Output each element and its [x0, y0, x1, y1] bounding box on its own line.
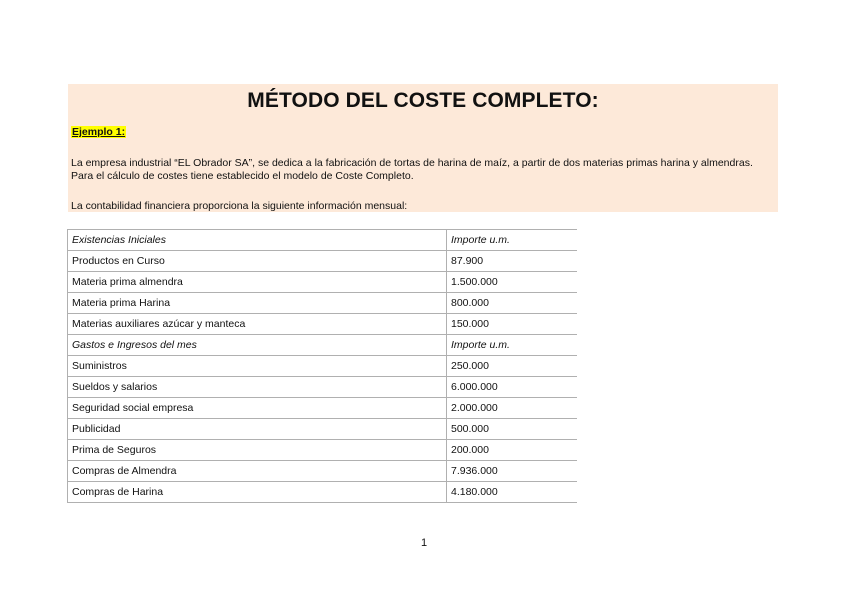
row-label: Seguridad social empresa — [68, 398, 447, 419]
row-label: Compras de Harina — [68, 482, 447, 503]
table-row — [68, 419, 578, 440]
row-label: Sueldos y salarios — [68, 377, 447, 398]
page-title: MÉTODO DEL COSTE COMPLETO: — [247, 89, 599, 112]
row-value: 800.000 — [447, 293, 578, 314]
row-value: 250.000 — [447, 356, 578, 377]
page-number: 1 — [420, 537, 428, 549]
row-label: Productos en Curso — [68, 251, 447, 272]
row-value: 2.000.000 — [447, 398, 578, 419]
table-row — [68, 356, 578, 377]
example-label: Ejemplo 1: — [72, 126, 126, 138]
table-row — [68, 482, 578, 503]
section-header-label: Gastos e Ingresos del mes — [68, 335, 447, 356]
row-value: 4.180.000 — [447, 482, 578, 503]
financial-data-table — [67, 229, 577, 503]
section-header-value: Importe u.m. — [447, 230, 578, 251]
table-row — [68, 440, 578, 461]
table-row — [68, 251, 578, 272]
row-label: Publicidad — [68, 419, 447, 440]
intro-paragraph-line-3: La contabilidad financiera proporciona la siguiente información mensual: — [71, 200, 408, 212]
row-label: Prima de Seguros — [68, 440, 447, 461]
row-value: 7.936.000 — [447, 461, 578, 482]
table-section-header — [68, 335, 578, 356]
row-value: 6.000.000 — [447, 377, 578, 398]
table-row — [68, 293, 578, 314]
row-label: Materias auxiliares azúcar y manteca — [68, 314, 447, 335]
row-label: Materia prima Harina — [68, 293, 447, 314]
table-section-header — [68, 230, 578, 251]
table-row — [68, 398, 578, 419]
table-row — [68, 314, 578, 335]
row-label: Compras de Almendra — [68, 461, 447, 482]
row-value: 200.000 — [447, 440, 578, 461]
section-header-value: Importe u.m. — [447, 335, 578, 356]
row-label: Materia prima almendra — [68, 272, 447, 293]
table-row — [68, 461, 578, 482]
row-value: 1.500.000 — [447, 272, 578, 293]
row-value: 150.000 — [447, 314, 578, 335]
row-label: Suministros — [68, 356, 447, 377]
table-row — [68, 272, 578, 293]
intro-paragraph-line-2: Para el cálculo de costes tiene establecido el modelo de Coste Completo. — [71, 170, 414, 182]
row-value: 500.000 — [447, 419, 578, 440]
intro-paragraph-line-1: La empresa industrial “EL Obrador SA”, se dedica a la fabricación de tortas de harina de maíz, a partir de dos materias primas harina y almendras. — [71, 157, 753, 169]
document-header — [68, 84, 778, 212]
row-value: 87.900 — [447, 251, 578, 272]
section-header-label: Existencias Iniciales — [68, 230, 447, 251]
table-row — [68, 377, 578, 398]
